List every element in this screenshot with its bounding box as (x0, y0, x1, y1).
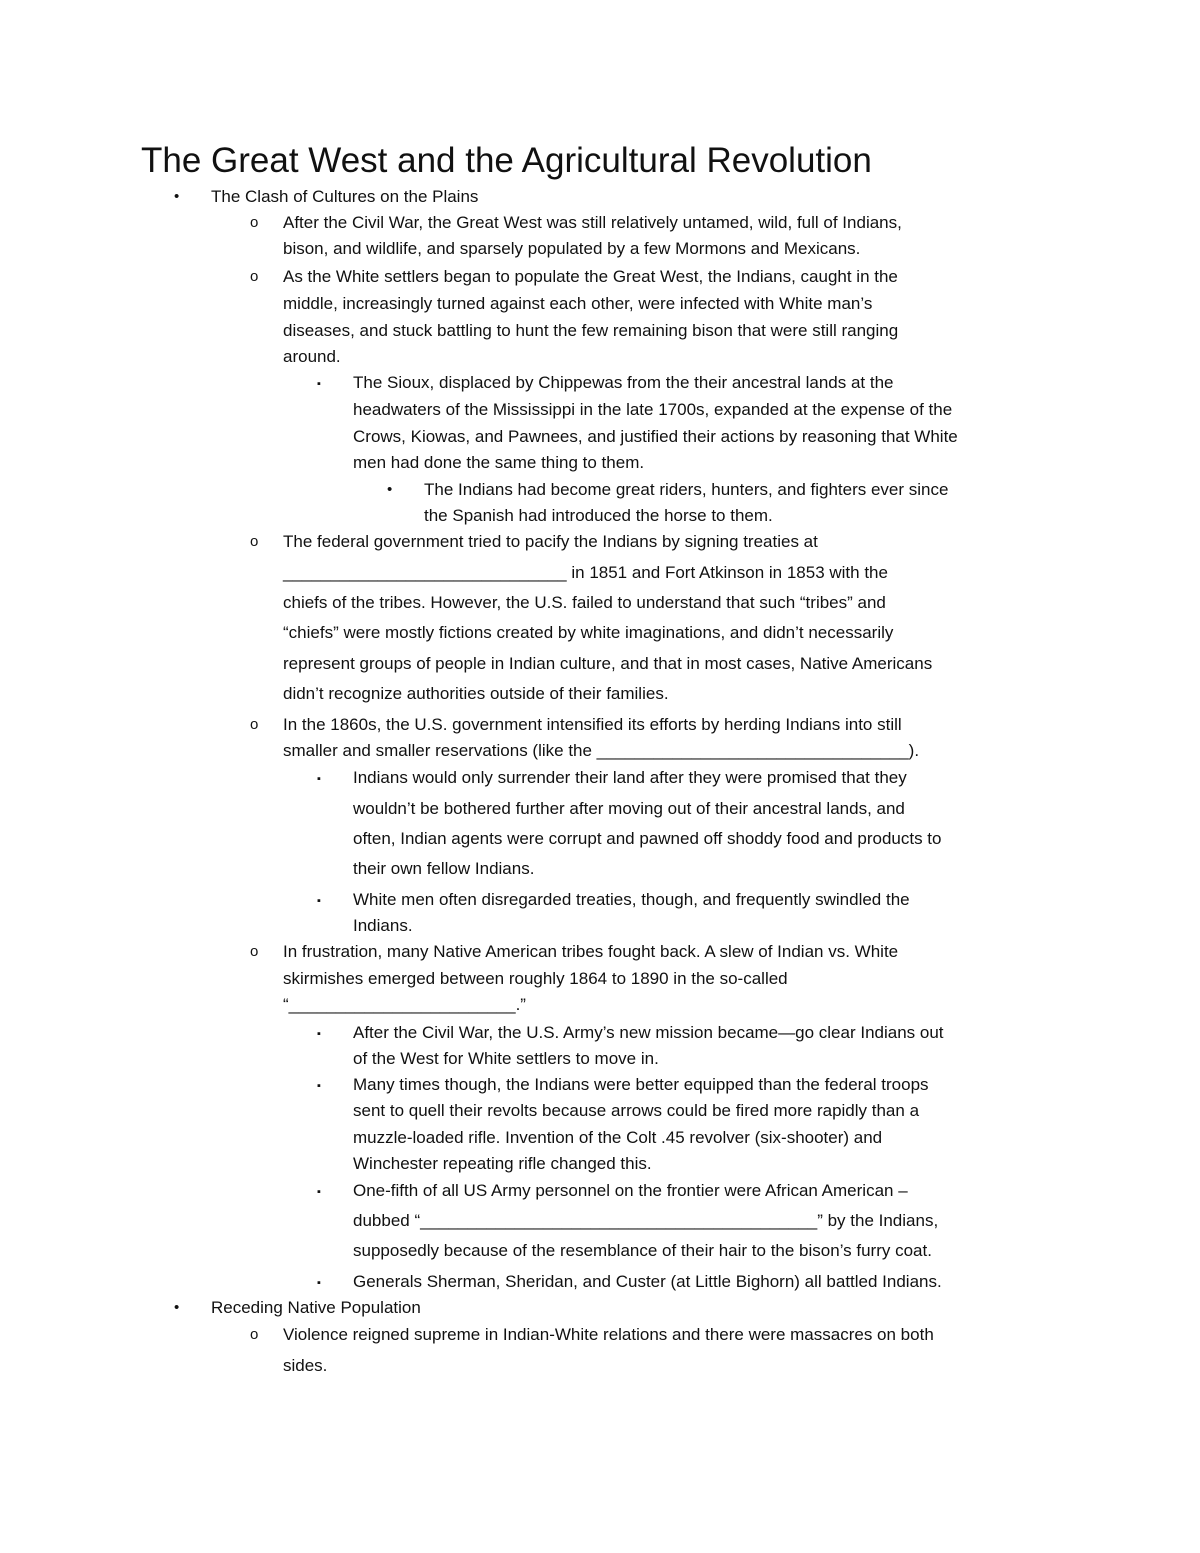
document-title: The Great West and the Agricultural Revolution (141, 141, 872, 180)
text-line: muzzle-loaded rifle. Invention of the Colt .45 revolver (six-shooter) and (353, 1128, 883, 1147)
text-line: bison, and wildlife, and sparsely populated by a few Mormons and Mexicans. (283, 239, 861, 258)
text-line: As the White settlers began to populate the Great West, the Indians, caught in the (283, 267, 898, 286)
square-bullet-icon: ▪ (317, 1028, 321, 1040)
text-line: diseases, and stuck battling to hunt the few remaining bison that were still ranging (283, 321, 899, 340)
text-line: In the 1860s, the U.S. government intensified its efforts by herding Indians into still (283, 715, 902, 734)
text-line: middle, increasingly turned against each other, were infected with White man’s (283, 294, 873, 313)
square-bullet-icon: ▪ (317, 1080, 321, 1092)
text-line: Winchester repeating rifle changed this. (353, 1154, 652, 1173)
text-line: The federal government tried to pacify the Indians by signing treaties at (283, 532, 818, 551)
section-heading: Receding Native Population (211, 1298, 421, 1317)
text-line: skirmishes emerged between roughly 1864 to 1890 in the so-called (283, 969, 788, 988)
text-line: White men often disregarded treaties, though, and frequently swindled the (353, 890, 910, 909)
text-line: didn’t recognize authorities outside of their families. (283, 684, 669, 703)
text-line: their own fellow Indians. (353, 859, 535, 878)
section-heading: The Clash of Cultures on the Plains (211, 187, 479, 206)
text-line: around. (283, 347, 341, 366)
square-bullet-icon: ▪ (317, 1186, 321, 1198)
text-line: the Spanish had introduced the horse to them. (424, 506, 773, 525)
text-line: chiefs of the tribes. However, the U.S. failed to understand that such “tribes” and (283, 593, 886, 612)
circle-bullet-icon: o (250, 214, 259, 231)
text-line: sent to quell their revolts because arrows could be fired more rapidly than a (353, 1101, 920, 1120)
circle-bullet-icon: o (250, 533, 259, 550)
text-line: supposedly because of the resemblance of their hair to the bison’s furry coat. (353, 1241, 932, 1260)
text-line: wouldn’t be bothered further after moving out of their ancestral lands, and (353, 799, 905, 818)
text-line: Many times though, the Indians were better equipped than the federal troops (353, 1075, 929, 1094)
bullet-icon: • (387, 481, 393, 498)
text-line: The Indians had become great riders, hunters, and fighters ever since (424, 480, 949, 499)
text-line: Crows, Kiowas, and Pawnees, and justified their actions by reasoning that White (353, 427, 958, 446)
circle-bullet-icon: o (250, 943, 259, 960)
text-line: “chiefs” were mostly fictions created by white imaginations, and didn’t necessarily (283, 623, 894, 642)
text-line: men had done the same thing to them. (353, 453, 645, 472)
circle-bullet-icon: o (250, 1326, 259, 1343)
circle-bullet-icon: o (250, 268, 259, 285)
text-line: Generals Sherman, Sheridan, and Custer (at Little Bighorn) all battled Indians. (353, 1272, 942, 1291)
text-line: headwaters of the Mississippi in the late 1700s, expanded at the expense of the (353, 400, 953, 419)
blank-line: smaller and smaller reservations (like the _________________________________). (283, 741, 920, 760)
square-bullet-icon: ▪ (317, 895, 321, 907)
text-line: One-fifth of all US Army personnel on the frontier were African American – (353, 1181, 908, 1200)
text-line: The Sioux, displaced by Chippewas from the their ancestral lands at the (353, 373, 894, 392)
text-line: After the Civil War, the U.S. Army’s new mission became—go clear Indians out (353, 1023, 944, 1042)
text-line: Indians would only surrender their land after they were promised that they (353, 768, 907, 787)
bullet-icon: • (174, 1299, 180, 1316)
text-line: Violence reigned supreme in Indian-White relations and there were massacres on both (283, 1325, 934, 1344)
text-line: often, Indian agents were corrupt and pawned off shoddy food and products to (353, 829, 942, 848)
text-line: After the Civil War, the Great West was still relatively untamed, wild, full of Indians, (283, 213, 902, 232)
bullet-icon: • (174, 188, 180, 205)
blank-line: ______________________________ in 1851 and Fort Atkinson in 1853 with the (283, 563, 888, 582)
text-line: of the West for White settlers to move in. (353, 1049, 659, 1068)
text-line: Indians. (353, 916, 413, 935)
blank-line: “________________________.” (283, 995, 526, 1014)
circle-bullet-icon: o (250, 716, 259, 733)
square-bullet-icon: ▪ (317, 773, 321, 785)
text-line: sides. (283, 1356, 328, 1375)
square-bullet-icon: ▪ (317, 1277, 321, 1289)
blank-line: dubbed “__________________________________________” by the Indians, (353, 1211, 939, 1230)
text-line: In frustration, many Native American tribes fought back. A slew of Indian vs. White (283, 942, 899, 961)
square-bullet-icon: ▪ (317, 378, 321, 390)
text-line: represent groups of people in Indian culture, and that in most cases, Native Americans (283, 654, 933, 673)
